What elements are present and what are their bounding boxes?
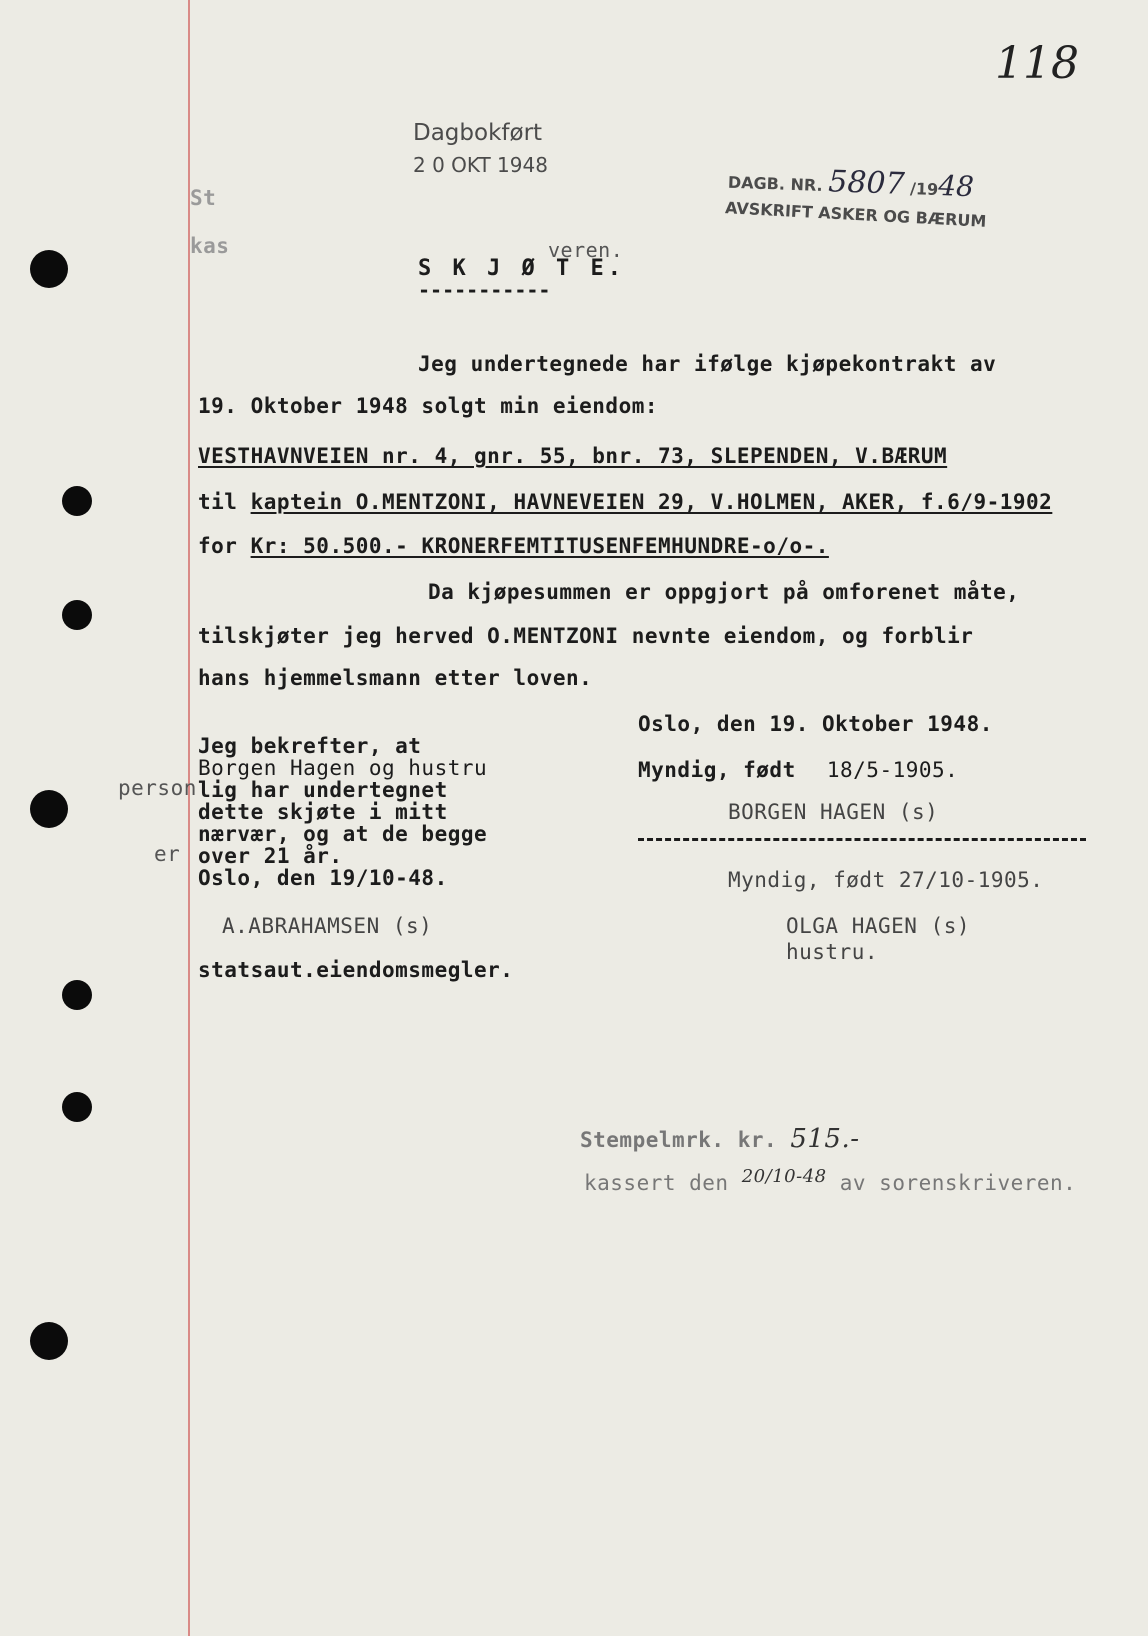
para2-line: Da kjøpesummen er oppgjort på omforenet måte, [428, 580, 1020, 604]
witness-line: over 21 år. [198, 844, 343, 868]
punch-hole [62, 486, 92, 516]
dagb-year-value: 48 [937, 169, 975, 204]
dagb-nr-label: DAGB. NR. [727, 172, 823, 196]
dagbokfort-label: Dagbokført [413, 120, 543, 146]
dagb-nr-value: 5807 [827, 164, 906, 202]
seller1-myndig-label: Myndig, født [638, 758, 796, 782]
kassert-line [584, 1166, 1076, 1195]
para2-line: hans hjemmelsmann etter loven. [198, 666, 593, 690]
sold-line: 19. Oktober 1948 solgt min eiendom: [198, 394, 659, 418]
margin-note: er [154, 842, 181, 866]
punch-hole [62, 600, 92, 630]
witness-title: statsaut.eiendomsmegler. [198, 958, 514, 982]
seller2-name: OLGA HAGEN (s) [786, 914, 971, 938]
dagbokfort-date: 2 0 OKT 1948 [413, 153, 548, 177]
price-prefix: for [198, 534, 238, 558]
faded-fragment: St [190, 186, 217, 210]
witness-line: Oslo, den 19/10-48. [198, 866, 448, 890]
seller2-myndig: Myndig, født 27/10-1905. [728, 868, 1044, 892]
witness-line: Borgen Hagen og hustru [198, 756, 488, 780]
punch-hole [62, 1092, 92, 1122]
punch-hole [62, 980, 92, 1010]
punch-hole [30, 250, 68, 288]
para2-line: tilskjøter jeg herved O.MENTZONI nevnte eiendom, og forblir [198, 624, 974, 648]
signature-rule [638, 838, 1086, 841]
punch-hole [30, 1322, 68, 1360]
faded-fragment: kas [190, 234, 230, 258]
page-number: 118 [995, 38, 1079, 89]
margin-note: person [118, 776, 197, 800]
dagb-year-prefix: /19 [909, 179, 939, 200]
punch-hole [30, 790, 68, 828]
witness-line: lig har undertegnet [198, 778, 448, 802]
intro-line: Jeg undertegnede har ifølge kjøpekontrakt av [418, 352, 997, 376]
price-line [198, 534, 829, 558]
kassert-date: 20/10-48 [741, 1166, 827, 1187]
stamp-fee-line [580, 1124, 860, 1154]
avskrift-stamp: AVSKRIFT ASKER OG BÆRUM [724, 198, 987, 231]
stamp-fee-label: Stempelmrk. kr. [580, 1128, 778, 1152]
place-date: Oslo, den 19. Oktober 1948. [638, 712, 993, 736]
seller1-birth: 18/5-1905. [826, 758, 959, 782]
property-line: VESTHAVNVEIEN nr. 4, gnr. 55, bnr. 73, SLEPENDEN, V.BÆRUM [198, 444, 948, 468]
document-title: S K J Ø T E. [418, 256, 625, 281]
witness-line: nærvær, og at de begge [198, 822, 488, 846]
witness-line: dette skjøte i mitt [198, 800, 448, 824]
stamp-fee-amount: 515.- [790, 1124, 860, 1154]
price-text: Kr: 50.500.- KRONERFEMTITUSENFEMHUNDRE-o/o-. [250, 534, 829, 558]
buyer-line [198, 490, 1052, 514]
buyer-prefix: til [198, 490, 238, 514]
kassert-suffix: av sorenskriveren. [839, 1171, 1077, 1195]
seller2-role: hustru. [786, 940, 879, 964]
witness-line: Jeg bekrefter, at [198, 734, 422, 758]
faded-fragment: veren. [548, 238, 624, 262]
title-underline: ----------- [418, 278, 551, 302]
seller1-name: BORGEN HAGEN (s) [728, 800, 939, 824]
buyer-text: kaptein O.MENTZONI, HAVNEVEIEN 29, V.HOLMEN, AKER, f.6/9-1902 [250, 490, 1053, 514]
seller1-myndig [638, 758, 958, 782]
kassert-prefix: kassert den [584, 1171, 729, 1195]
witness-signer: A.ABRAHAMSEN (s) [222, 914, 433, 938]
dagb-nr-stamp [727, 161, 974, 205]
